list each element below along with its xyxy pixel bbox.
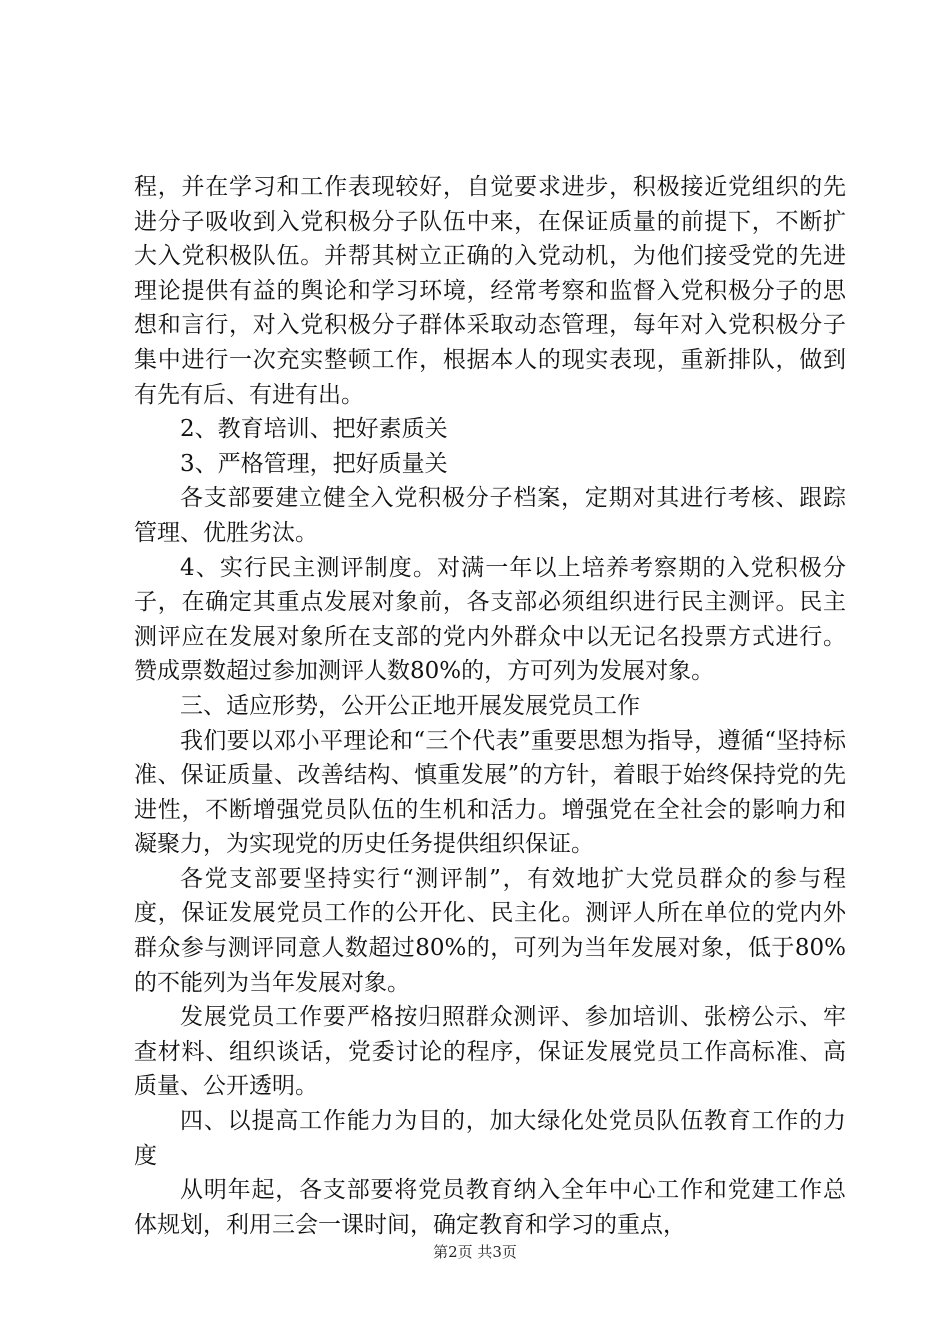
paragraph: 各支部要建立健全入党积极分子档案，定期对其进行考核、跟踪管理、优胜劣汰。 (134, 485, 846, 546)
paragraph: 程，并在学习和工作表现较好，自觉要求进步，积极接近党组织的先进分子吸收到入党积极分子队伍中来，在保证质量的前提下，不断扩大入党积极队伍。并帮其树立正确的入党动机，为他们接受党的先进理论提供有益的舆论和学习环境，经常考察和监督入党积极分子的思想和言行，对入党积极分子群体采取动态管理，每年对入党积极分子集中进行一次充实整顿工作，根据本人的现实表现，重新排队，做到有先有后、有进有出。 (134, 174, 846, 408)
document-body (134, 170, 846, 1242)
page-footer: 第2页 共3页 (433, 1243, 517, 1261)
paragraph: 我们要以邓小平理论和“三个代表”重要思想为指导，遵循“坚持标准、保证质量、改善结构、慎重发展”的方针，着眼于始终保持党的先进性，不断增强党员队伍的生机和活力。增强党在全社会的影响力和凝聚力，为实现党的历史任务提供组织保证。 (134, 727, 846, 858)
paragraph: 三、适应形势，公开公正地开展发展党员工作 (180, 692, 640, 719)
paragraph: 3、严格管理，把好质量关 (180, 450, 448, 477)
paragraph: 四、以提高工作能力为目的，加大绿化处党员队伍教育工作的力度 (134, 1108, 846, 1169)
paragraph: 发展党员工作要严格按归照群众测评、参加培训、张榜公示、牢查材料、组织谈话，党委讨论的程序，保证发展党员工作高标准、高质量、公开透明。 (134, 1004, 846, 1100)
paragraph: 4、实行民主测评制度。对满一年以上培养考察期的入党积极分子，在确定其重点发展对象前，各支部必须组织进行民主测评。民主测评应在发展对象所在支部的党内外群众中以无记名投票方式进行。赞成票数超过参加测评人数80%的，方可列为发展对象。 (134, 554, 846, 685)
paragraph: 各党支部要坚持实行“测评制”，有效地扩大党员群众的参与程度，保证发展党员工作的公开化、民主化。测评人所在单位的党内外群众参与测评同意人数超过80%的，可列为当年发展对象，低于80%的不能列为当年发展对象。 (134, 865, 846, 996)
paragraph: 从明年起，各支部要将党员教育纳入全年中心工作和党建工作总体规划，利用三会一课时间，确定教育和学习的重点， (134, 1177, 846, 1238)
paragraph: 2、教育培训、把好素质关 (180, 416, 448, 443)
